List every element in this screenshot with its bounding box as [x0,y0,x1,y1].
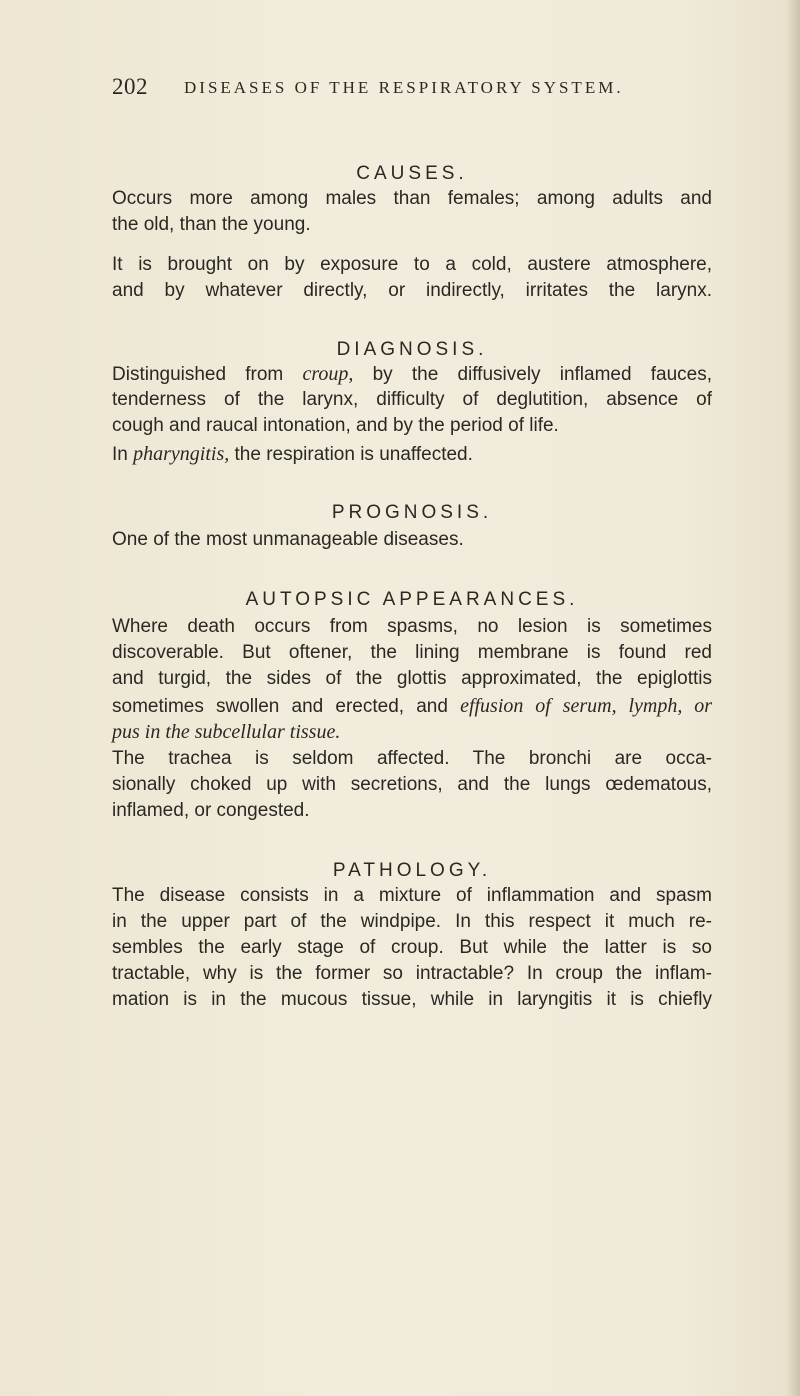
section-heading-causes: CAUSES. [356,163,468,184]
paragraph-line: cough and raucal intonation, and by the period of life. [112,415,559,436]
text-run: Distinguished from [112,364,303,385]
paragraph-line: sembles the early stage of croup. But while the latter is so [112,937,712,958]
section-heading-autopsic-appearances: AUTOPSIC APPEARANCES. [245,589,579,610]
page-edge-shadow [786,0,800,1396]
page-number: 202 [112,74,148,99]
paragraph-line [112,693,712,720]
paragraph-line: Occurs more among males than females; among adults and [112,188,712,209]
paragraph-line: in the upper part of the windpipe. In this respect it much re- [112,911,712,932]
paragraph-line: and turgid, the sides of the glottis approximated, the epiglottis [112,668,712,689]
text-run: by the diffusively inflamed fauces, [353,364,713,385]
section-heading-pathology: PATHOLOGY. [332,860,492,881]
running-head: DISEASES OF THE RESPIRATORY SYSTEM. [184,78,624,97]
paragraph-line [112,361,712,388]
italic-term: croup, [302,363,354,385]
text-run: sometimes swollen and erected, and [112,696,461,717]
section-heading-prognosis: PROGNOSIS. [331,502,493,523]
paragraph-line: discoverable. But oftener, the lining membrane is found red [112,642,712,663]
section-heading-diagnosis: DIAGNOSIS. [336,339,488,360]
paragraph-line: tractable, why is the former so intractable? In croup the inflam- [112,963,712,984]
paragraph-line: mation is in the mucous tissue, while in laryngitis it is chiefly [112,989,712,1010]
paragraph-line: Where death occurs from spasms, no lesion is sometimes [112,616,712,637]
paragraph-line: One of the most unmanageable diseases. [112,529,464,550]
text-run: In [112,444,134,465]
paragraph-line: the old, than the young. [112,214,311,235]
paragraph-line: The trachea is seldom affected. The bronchi are occa- [112,748,712,769]
paragraph-line [112,719,340,746]
paragraph-line: The disease consists in a mixture of inflammation and spasm [112,885,712,906]
paragraph-line: It is brought on by exposure to a cold, austere atmosphere, [112,254,712,275]
italic-term: pus in the subcellular tissue. [112,721,341,743]
italic-term: pharyngitis, [133,443,230,465]
paragraph-line: inflamed, or congested. [112,800,310,821]
paragraph-line: and by whatever directly, or indirectly, irritates the larynx. [112,280,712,301]
page-header [112,72,712,102]
paragraph-line [112,441,473,468]
paragraph-line: sionally choked up with secretions, and the lungs œdematous, [112,774,712,795]
italic-term: effusion of serum, lymph, or [460,695,713,717]
paragraph-line: tenderness of the larynx, difficulty of deglutition, absence of [112,389,712,410]
text-run: the respiration is unaffected. [229,444,473,465]
